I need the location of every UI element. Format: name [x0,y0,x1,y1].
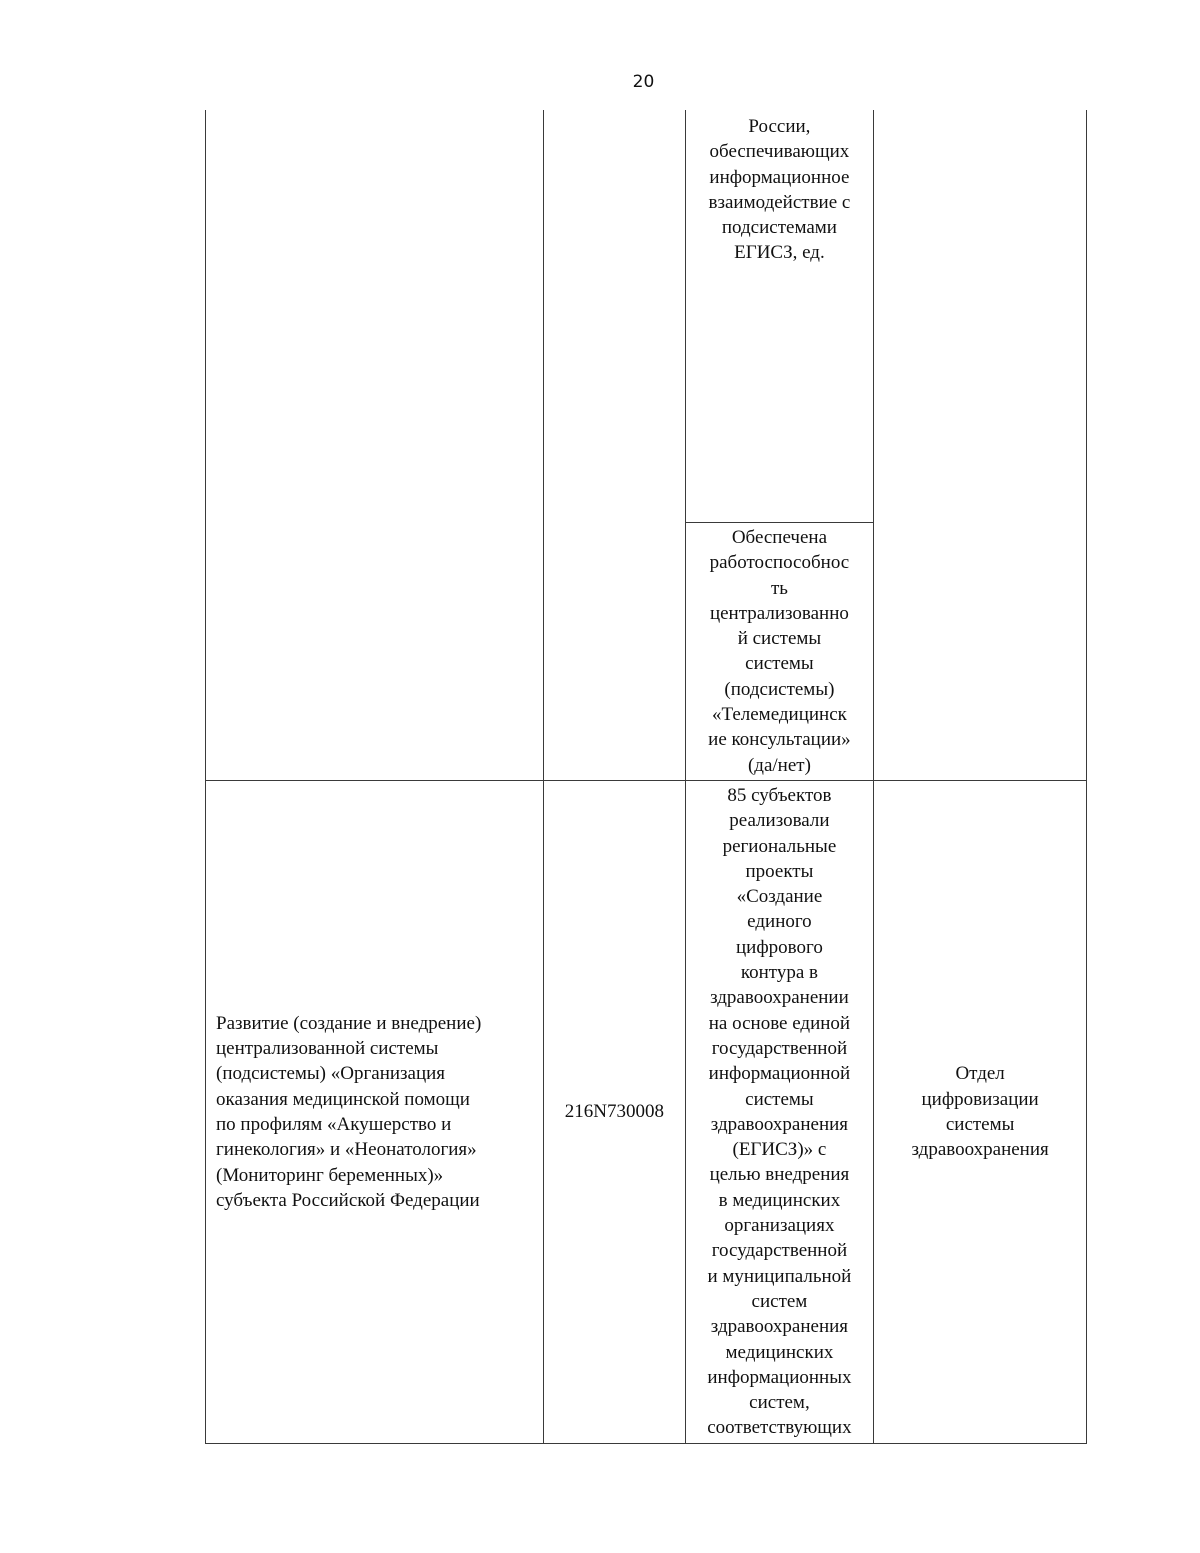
indicator-cell-stack [685,110,874,781]
indicator-text: Обеспечена работоспособнос ть централизованно й системы системы (подсистемы) «Телемедицинск ие консультации» (да/нет) [708,527,851,776]
responsible-cell [874,781,1087,1444]
indicator-cell [686,110,874,522]
responsible-text: Отдел цифровизации системы здравоохранения [911,1063,1049,1161]
table-row [206,110,1087,781]
table-row [206,781,1087,1444]
name-cell-continued [206,110,544,781]
indicator-text: 85 субъектов реализовали региональные проекты «Создание единого цифрового контура в здравоохранении на основе единой государственной информационной системы здравоохранения (ЕГИСЗ)» с целью внедрения в медицинских организациях государственной и муниципальной систем здравоохранения медицинских информационных систем, соответствующих [707,785,852,1439]
project-name-text: Развитие (создание и внедрение) централизованной системы (подсистемы) «Организация оказания медицинской помощи по профилям «Акушерство и гинекология» и «Неонатология» (Мониторинг беременных)» субъекта Российской Федерации [216,1012,482,1211]
page-number: 20 [632,72,655,92]
project-code-text: 216N730008 [564,1101,664,1123]
document-table [205,110,1087,1444]
indicator-text: России, обеспечивающих информационное взаимодействие с подсистемами ЕГИСЗ, ед. [708,116,851,264]
project-code-cell [544,781,685,1444]
code-cell-continued [544,110,685,781]
project-name-cell [206,781,544,1444]
responsible-cell-continued [874,110,1087,781]
indicator-cell [686,522,874,780]
indicator-cell [685,781,874,1444]
